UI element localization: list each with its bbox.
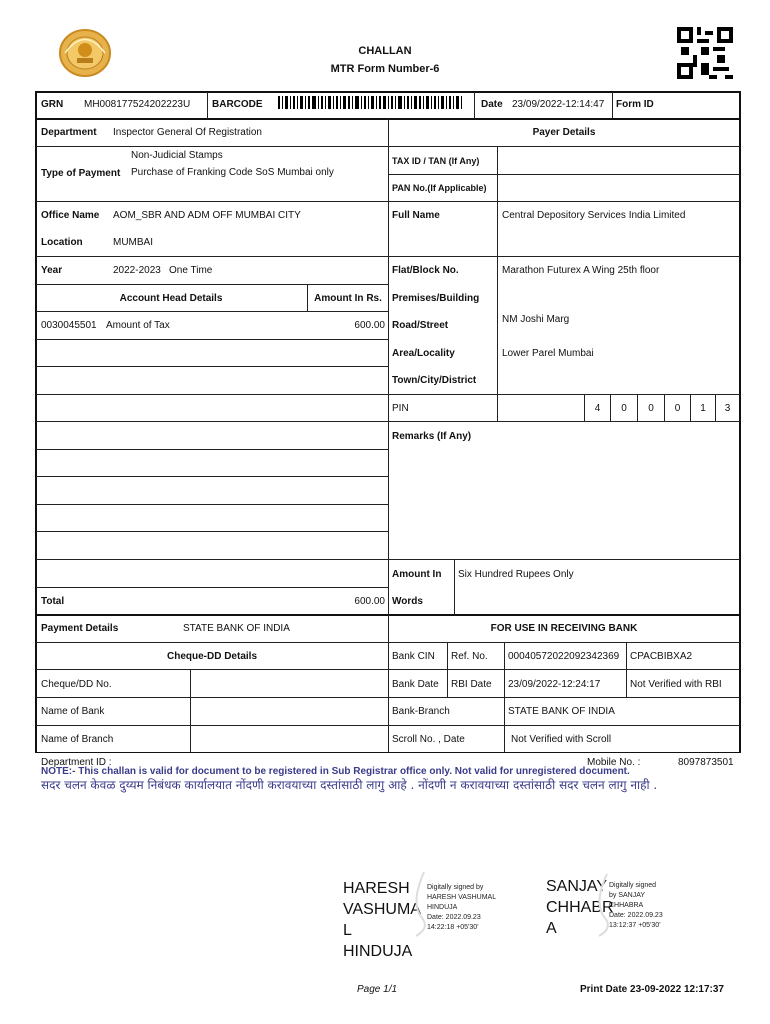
cheque-dd-header: Cheque-DD Details xyxy=(166,651,257,662)
qr-code-icon xyxy=(677,27,733,79)
signature-1-name: HARESH VASHUMA L HINDUJA xyxy=(343,880,421,960)
rbi-date-label: RBI Date xyxy=(451,679,492,690)
area-value: Lower Parel Mumbai xyxy=(502,348,594,359)
signature-2-info-line: 13:12:37 +05'30' xyxy=(609,922,661,929)
flat-value: Marathon Futurex A Wing 25th floor xyxy=(502,265,660,276)
receiving-bank-header: FOR USE IN RECEIVING BANK xyxy=(490,623,638,634)
ref-no-label: Ref. No. xyxy=(451,651,488,662)
bank-cin-label: Bank CIN xyxy=(392,651,435,662)
scroll-label: Scroll No. , Date xyxy=(392,734,465,745)
amount-in-label: Amount In xyxy=(392,569,442,580)
signature-2-info-line: CHHABRA xyxy=(609,902,644,909)
town-label: Town/City/District xyxy=(392,375,477,386)
flat-label: Flat/Block No. xyxy=(392,265,459,276)
pin-digit: 0 xyxy=(648,403,654,414)
payment-details-value: STATE BANK OF INDIA xyxy=(183,623,290,634)
department-id-label: Department ID : xyxy=(41,757,112,768)
signature-1-info-line: HINDUJA xyxy=(427,904,458,911)
signature-1-info-line: 14:22:18 +05'30' xyxy=(427,924,479,931)
pin-label: PIN xyxy=(392,403,409,414)
payment-type-label: Type of Payment xyxy=(41,168,121,179)
scroll-value: Not Verified with Scroll xyxy=(511,734,612,745)
payment-details-label: Payment Details xyxy=(41,623,119,634)
note-english: NOTE:- This challan is valid for document to be registered in Sub Registrar office only. Not valid for unregistered document. xyxy=(41,766,630,777)
bank-branch-value: STATE BANK OF INDIA xyxy=(508,706,615,717)
pin-digit: 3 xyxy=(724,403,731,414)
road-label: Road/Street xyxy=(392,320,449,331)
bank-date-label: Bank Date xyxy=(392,679,439,690)
print-date: Print Date 23-09-2022 12:17:37 xyxy=(580,984,724,995)
bank-date-value: 23/09/2022-12:24:17 xyxy=(508,679,601,690)
pin-digit: 0 xyxy=(674,403,681,414)
full-name-value: Central Depository Services India Limited xyxy=(502,210,686,221)
total-value: 600.00 xyxy=(354,596,385,607)
page-number: Page 1/1 xyxy=(357,984,398,995)
premises-label: Premises/Building xyxy=(392,293,480,304)
department-label: Department xyxy=(41,127,97,138)
cheque-no-label: Cheque/DD No. xyxy=(41,679,112,690)
amount-header: Amount In Rs. xyxy=(314,293,382,304)
office-name-label: Office Name xyxy=(41,210,100,221)
account-head-header: Account Head Details xyxy=(119,293,223,304)
rbi-status-value: Not Verified with RBI xyxy=(630,679,722,690)
account-row-code: 0030045501 xyxy=(41,320,97,331)
barcode-icon xyxy=(278,96,462,109)
signature-2-name: SANJAY CHHABR A xyxy=(546,878,614,937)
bank-name-label: Name of Bank xyxy=(41,706,105,717)
form-id-label: Form ID xyxy=(616,99,654,110)
grn-value: MH008177524202223U xyxy=(84,99,191,110)
pin-digit: 4 xyxy=(594,403,601,414)
office-name-value: AOM_SBR AND ADM OFF MUMBAI CITY xyxy=(113,210,301,221)
bank-branch-label: Bank-Branch xyxy=(392,706,450,717)
page-title: CHALLAN xyxy=(358,45,412,57)
total-label: Total xyxy=(41,596,65,607)
area-label: Area/Locality xyxy=(392,348,455,359)
payment-type-value-1: Non-Judicial Stamps xyxy=(131,150,223,161)
signature-1-info-line: HARESH VASHUMAL xyxy=(427,894,497,901)
road-value: NM Joshi Marg xyxy=(502,314,570,325)
signature-2-info-line: Date: 2022.09.23 xyxy=(609,912,663,919)
location-label: Location xyxy=(41,237,83,248)
payer-details-header: Payer Details xyxy=(532,127,596,138)
full-name-label: Full Name xyxy=(392,210,440,221)
year-value: 2022-2023 xyxy=(113,265,161,276)
signature-1-info-line: Digitally signed by xyxy=(427,884,484,891)
account-row-desc: Amount of Tax xyxy=(106,320,170,331)
tax-id-label: TAX ID / TAN (If Any) xyxy=(392,156,480,166)
mobile-value: 8097873501 xyxy=(678,757,734,768)
payment-type-value-2: Purchase of Franking Code SoS Mumbai only xyxy=(131,167,334,178)
location-value: MUMBAI xyxy=(113,237,153,248)
words-label: Words xyxy=(392,596,423,607)
pin-digit: 1 xyxy=(700,403,706,414)
year-suffix: One Time xyxy=(169,265,213,276)
branch-name-label: Name of Branch xyxy=(41,734,114,745)
pan-label: PAN No.(If Applicable) xyxy=(392,183,487,193)
signature-2-info-line: Digitally signed xyxy=(609,882,657,889)
mobile-label: Mobile No. : xyxy=(587,757,641,768)
ref-code-value: CPACBIBXA2 xyxy=(630,651,693,662)
barcode-label: BARCODE xyxy=(212,99,263,110)
signature-2-info-line: by SANJAY xyxy=(609,892,646,899)
amount-words-value: Six Hundred Rupees Only xyxy=(458,569,574,580)
account-row-amount: 600.00 xyxy=(354,320,385,331)
department-value: Inspector General Of Registration xyxy=(113,127,262,138)
date-label: Date xyxy=(481,99,503,110)
grn-label: GRN xyxy=(41,99,64,110)
page-subtitle: MTR Form Number-6 xyxy=(330,63,440,75)
signature-1-info-line: Date: 2022.09.23 xyxy=(427,914,481,921)
note-hindi: सदर चलन केवळ दुय्यम निबंधक कार्यालयात नोंदणी करावयाच्या दस्तांसाठी लागु आहे . नोंदणी न करावयाच्या दस्तांसाठी सदर चलन लागु नाही . xyxy=(41,778,658,792)
date-value: 23/09/2022-12:14:47 xyxy=(512,99,605,110)
remarks-label: Remarks (If Any) xyxy=(392,431,472,442)
government-emblem-logo xyxy=(57,28,113,78)
year-label: Year xyxy=(41,265,63,276)
ref-no-value: 00040572022092342369 xyxy=(508,651,620,662)
pin-digit: 0 xyxy=(621,403,627,414)
